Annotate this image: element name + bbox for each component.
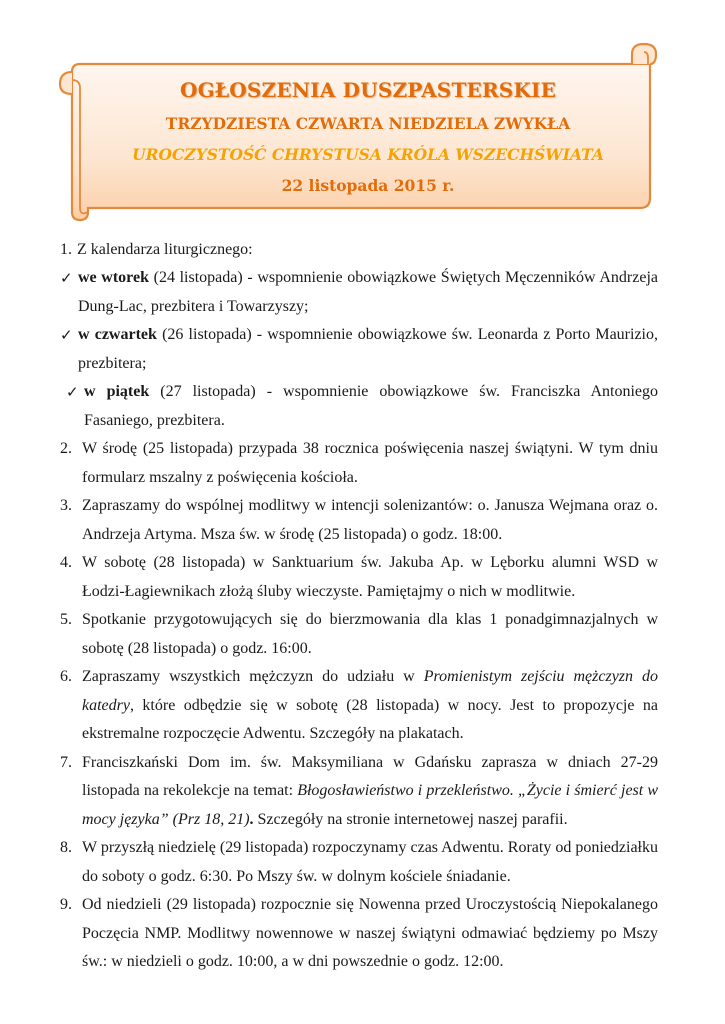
item-body: (26 listopada) - wspomnienie obowiązkowe św. Leonarda z Porto Maurizio, prezbitera; xyxy=(78,326,658,372)
item-number: 5. xyxy=(60,611,72,628)
list-item xyxy=(60,663,658,749)
banner-title: OGŁOSZENIA DUSZPASTERSKIE xyxy=(179,78,557,102)
list-item xyxy=(60,606,658,663)
item-number: 9. xyxy=(60,896,72,913)
item-text: W przyszłą niedzielę (29 listopada) rozpoczynamy czas Adwentu. Roraty od poniedziałku do soboty o godz. 6:30. Po Mszy św. w dolnym kościele śniadanie. xyxy=(82,839,658,885)
list-item xyxy=(60,749,658,835)
item-day: w czwartek xyxy=(78,326,157,343)
banner-date: 22 listopada 2015 r. xyxy=(281,176,455,195)
item-text xyxy=(60,321,658,378)
item-number: 7. xyxy=(60,753,72,771)
banner-subtitle: TRZYDZIESTA CZWARTA NIEDZIELA ZWYKŁA xyxy=(165,114,571,133)
item-body: Zapraszamy wszystkich mężczyzn do udziału w xyxy=(82,668,424,685)
item-number: 6. xyxy=(60,668,72,685)
list-item xyxy=(60,492,658,549)
item-text xyxy=(60,749,658,835)
banner-feast: UROCZYSTOŚĆ CHRYSTUSA KRÓLA WSZECHŚWIATA xyxy=(132,145,604,164)
list-item xyxy=(60,236,658,264)
item-text xyxy=(60,264,658,321)
item-body: Franciszkański Dom im. św. Maksymiliana w Gdańsku zaprasza w dniach 27-29 listopada na rekolekcje na temat: xyxy=(82,753,658,799)
item-body: , które odbędzie się w sobotę (28 listopada) w nocy. Jest to propozycje na ekstremalne rozpoczęcie Adwentu. Szczegóły na plakatach. xyxy=(82,696,658,742)
item-text: W sobotę (28 listopada) w Sanktuarium św. Jakuba Ap. w Lęborku alumni WSD w Łodzi-Łagiewnikach złożą śluby wieczyste. Pamiętajmy o nich w modlitwie. xyxy=(82,554,658,600)
list-item xyxy=(60,378,658,435)
item-body: . xyxy=(249,810,254,828)
banner-text xyxy=(88,78,648,195)
item-body: (24 listopada) - wspomnienie obowiązkowe Świętych Męczenników Andrzeja Dung-Lac, prezbitera i Towarzyszy; xyxy=(78,269,658,315)
item-text: Spotkanie przygotowujących się do bierzmowania dla klas 1 ponadgimnazjalnych w sobotę (28 listopada) o godz. 16:00. xyxy=(82,611,658,657)
list-item xyxy=(60,435,658,492)
list-item xyxy=(60,549,658,606)
item-day: we wtorek xyxy=(78,269,149,286)
item-body: Szczegóły na stronie internetowej naszej parafii. xyxy=(253,810,568,828)
item-number: 8. xyxy=(60,839,72,856)
checkmark-icon: ✓ xyxy=(60,326,73,344)
item-text xyxy=(60,378,658,435)
item-body: (27 listopada) - wspomnienie obowiązkowe św. Franciszka Antoniego Fasaniego, prezbitera. xyxy=(84,383,659,429)
checkmark-icon: ✓ xyxy=(66,383,79,401)
retreat-topic: Błogosławieństwo i przekleństwo. „Życie i śmierć jest w mocy języka” (Prz 18, 21) xyxy=(82,782,659,828)
item-text: W środę (25 listopada) przypada 38 rocznica poświęcenia naszej świątyni. W tym dniu formularz mszalny z poświęcenia kościoła. xyxy=(82,440,658,486)
item-number: 1. xyxy=(60,241,72,258)
item-text xyxy=(60,663,658,749)
announcements-list xyxy=(60,236,658,977)
item-text: Z kalendarza liturgicznego: xyxy=(77,241,253,258)
item-text: Zapraszamy do wspólnej modlitwy w intencji solenizantów: o. Janusza Wejmana oraz o. Andrzeja Artyma. Msza św. w środę (25 listopada) o godz. 18:00. xyxy=(82,497,658,543)
list-item xyxy=(60,321,658,378)
announcement-banner xyxy=(58,40,668,225)
item-number: 2. xyxy=(60,440,72,457)
item-number: 3. xyxy=(60,497,72,514)
item-day: w piątek xyxy=(84,383,150,400)
item-number: 4. xyxy=(60,554,72,571)
event-name: Promienistym zejściu mężczyzn do katedry xyxy=(82,668,658,714)
list-item xyxy=(60,264,658,321)
list-item xyxy=(60,834,658,891)
list-item xyxy=(60,891,658,977)
item-text: Od niedzieli (29 listopada) rozpocznie się Nowenna przed Uroczystością Niepokalanego Poczęcia NMP. Modlitwy nowennowe w naszej świątyni odmawiać będziemy po Mszy św.: w niedzieli o godz. 10:00, a w dni powszednie o godz. 12:00. xyxy=(82,896,658,970)
checkmark-icon: ✓ xyxy=(60,269,73,287)
